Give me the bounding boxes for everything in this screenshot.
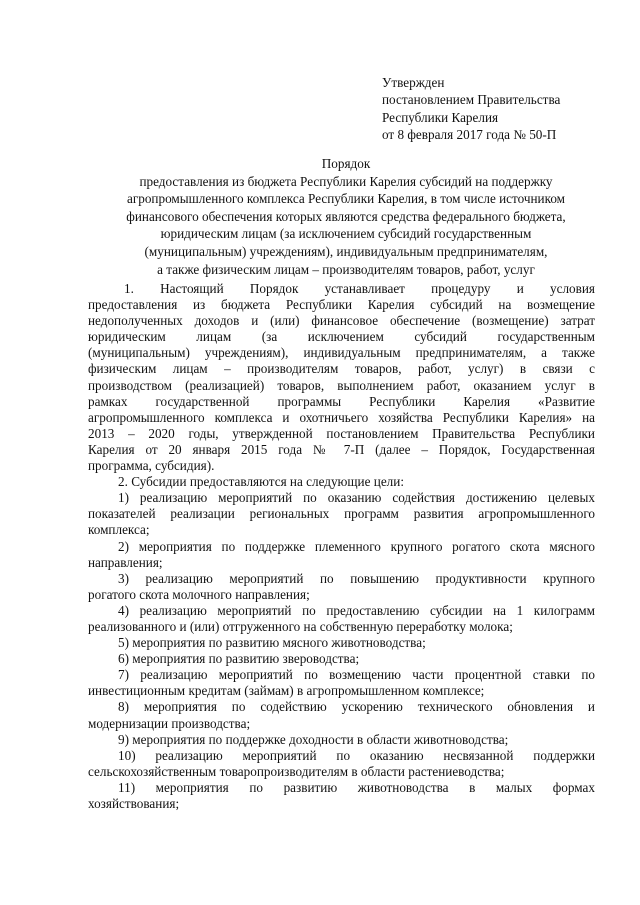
title-line: агропромышленного комплекса Республики Карелия, в том числе источником <box>126 191 566 207</box>
body-line: направления; <box>88 554 163 570</box>
body-line: 7) реализацию мероприятий по возмещению части процентной ставки по <box>118 667 595 683</box>
body-line: хозяйствования; <box>88 796 180 811</box>
approval-block <box>382 74 560 144</box>
body-line: агропромышленного комплекса и охотничьего хозяйства Республики Карелия» на <box>88 409 595 425</box>
body-line: сельскохозяйственным товаропроизводителям в области растениеводства; <box>88 763 505 779</box>
body-line: 8) мероприятия по содействию ускорению технического обновления и <box>118 699 595 715</box>
body-line: 2. Субсидии предоставляются на следующие цели: <box>118 474 404 490</box>
title-line: юридическим лицам (за исключением субсидий государственным <box>160 226 532 242</box>
body-line: 6) мероприятия по развитию звероводства; <box>118 651 360 667</box>
body-line: комплекса; <box>88 522 150 538</box>
document-body <box>88 281 595 812</box>
body-line: недополученных доходов и (или) финансовое обеспечение (возмещение) затрат <box>88 313 595 329</box>
document-title <box>86 155 606 278</box>
body-line: 9) мероприятия по поддержке доходности в области животноводства; <box>118 731 509 747</box>
body-line: 1. Настоящий Порядок устанавливает процедуру и условия <box>124 281 595 296</box>
body-line: программа, субсидия). <box>88 458 215 474</box>
body-line: производством (реализацией) товаров, выполнением работ, оказанием услуг в <box>88 377 595 393</box>
body-line: (муниципальным) учреждениям), индивидуальным предпринимателям, а также <box>88 345 595 361</box>
body-line: рогатого скота молочного направления; <box>88 586 310 602</box>
title-line: а также физическим лицам – производителям товаров, работ, услуг <box>157 261 535 277</box>
body-line: 3) реализацию мероприятий по повышению продуктивности крупного <box>118 570 595 586</box>
body-line: 5) мероприятия по развитию мясного животноводства; <box>118 635 426 651</box>
body-line: юридическим лицам (за исключением субсидий государственным <box>88 329 595 345</box>
body-line: 11) мероприятия по развитию животноводства в малых формах <box>118 779 595 795</box>
body-line: 2013 – 2020 годы, утвержденной постановлением Правительства Республики <box>88 425 595 441</box>
body-line: показателей реализации региональных программ развития агропромышленного <box>88 506 595 522</box>
approval-line: Утвержден <box>382 75 445 90</box>
title-line: предоставления из бюджета Республики Карелия субсидий на поддержку <box>139 173 553 189</box>
body-line: 4) реализацию мероприятий по предоставлению субсидии на 1 килограмм <box>118 602 595 618</box>
body-line: рамках государственной программы Республики Карелия «Развитие <box>88 393 595 409</box>
approval-line: Республики Карелия <box>382 109 499 125</box>
body-line: модернизации производства; <box>88 715 251 731</box>
title-line: Порядок <box>321 156 371 171</box>
body-line: предоставления из бюджета Республики Карелия субсидий на возмещение <box>88 297 595 313</box>
body-line: Карелия от 20 января 2015 года № 7-П (далее – Порядок, Государственная <box>88 441 595 457</box>
title-line: финансового обеспечения которых являются средства федерального бюджета, <box>126 208 566 224</box>
body-line: физическим лицам – производителям товаров, работ, услуг) в связи с <box>88 361 595 377</box>
body-line: 1) реализацию мероприятий по оказанию содействия достижению целевых <box>118 490 595 506</box>
approval-line: постановлением Правительства <box>382 92 561 108</box>
body-line: 10) реализацию мероприятий по оказанию несвязанной поддержки <box>118 747 595 763</box>
body-line: реализованного и (или) отгруженного на собственную переработку молока; <box>88 618 513 634</box>
body-line: 2) мероприятия по поддержке племенного крупного рогатого скота мясного <box>118 538 595 554</box>
body-line: инвестиционным кредитам (займам) в агропромышленном комплексе; <box>88 683 485 699</box>
title-line: (муниципальным) учреждениям), индивидуальным предпринимателям, <box>144 243 548 259</box>
approval-line: от 8 февраля 2017 года № 50-П <box>382 127 557 143</box>
